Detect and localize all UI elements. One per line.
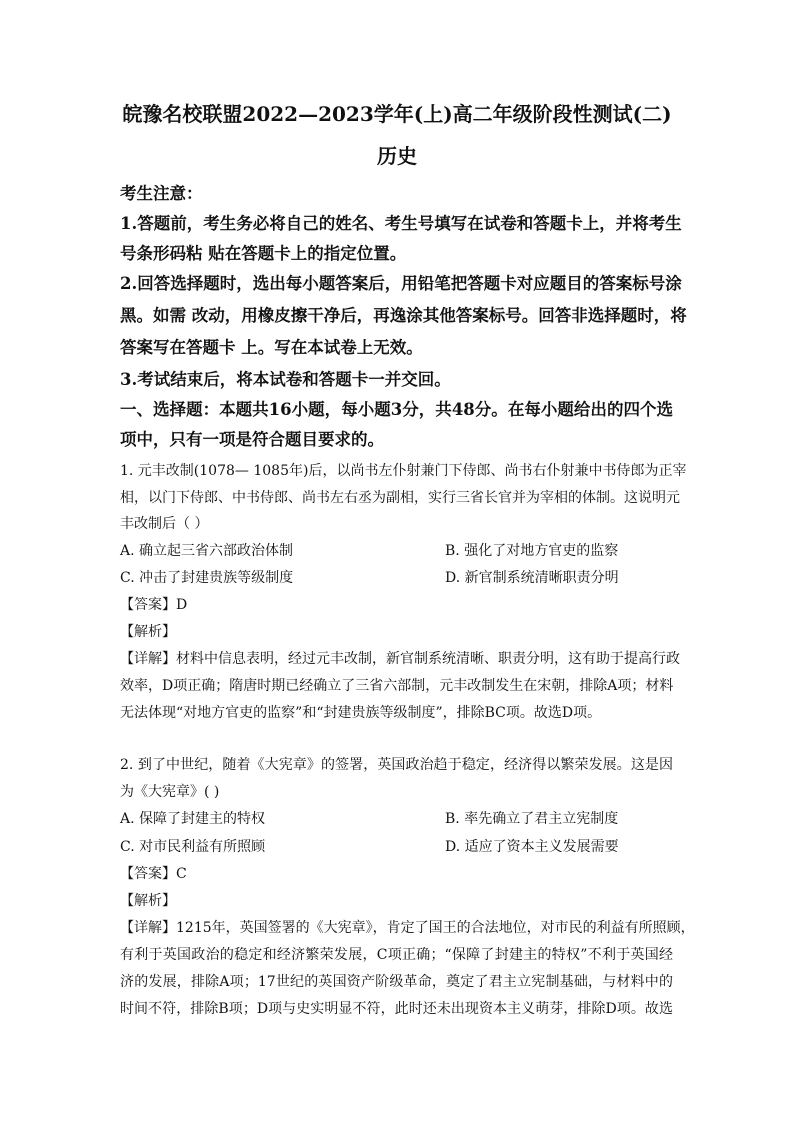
subject-title: 历史 [377,144,417,168]
notice-item-2-line-3: 答案写在答题卡 上。写在本试卷上无效。 [120,338,423,357]
question-2-detail-line-4: 时间不符，排除B项；D项与史实明显不符，此时还未出现资本主义萌芽，排除D项。故选 [120,1001,673,1017]
question-1-detail-line-3: 无法体现“对地方官吏的监察”和“封建贵族等级制度”，排除BC项。故选D项。 [120,705,602,721]
question-1-stem-line-3: 丰改制后（ ） [120,516,209,532]
question-2-option-b: B. 率先确立了君主立宪制度 [445,811,619,827]
question-1-option-c: C. 冲击了封建贵族等级制度 [120,570,294,586]
question-2-stem-line-1: 2. 到了中世纪，随着《大宪章》的签署，英国政治趋于稳定，经济得以繁荣发展。这是因 [120,757,673,773]
question-1-option-b: B. 强化了对地方官吏的监察 [445,543,619,559]
exam-title: 皖豫名校联盟2022—2023学年(上)高二年级阶段性测试(二) [122,102,672,126]
question-2-detail-line-3: 济的发展，排除A项；17世纪的英国资产阶级革命，奠定了君主立宪制基础，与材料中的 [120,974,673,990]
question-2-stem-line-2: 为《大宪章》( ) [120,784,220,800]
question-2-option-c: C. 对市民利益有所照顾 [120,839,266,855]
question-1-option-d: D. 新官制系统清晰职责分明 [445,570,619,586]
question-1-detail-line-1: 【详解】材料中信息表明，经过元丰改制，新官制系统清晰、职责分明，这有助于提高行政 [120,651,680,667]
notice-heading: 考生注意： [120,184,203,203]
notice-item-1-line-1: 1.答题前，考生务必将自己的姓名、考生号填写在试卷和答题卡上，并将考生 [120,214,682,233]
question-2-answer: 【答案】C [120,866,187,882]
question-2-analysis-label: 【解析】 [120,893,176,909]
question-1-stem-line-2: 相，以门下侍郎、中书侍郎、尚书左右丞为副相，实行三省长官并为宰相的体制。这说明元 [120,490,680,506]
question-2-detail-line-1: 【详解】1215年，英国签署的《大宪章》，肯定了国王的合法地位，对市民的利益有所照顾， [120,920,695,936]
notice-item-2-line-2: 黑。如需 改动，用橡皮擦干净后，再逸涂其他答案标号。回答非选择题时，将 [120,306,687,325]
question-2-detail-line-2: 有利于英国政治的稳定和经济繁荣发展，C项正确；“保障了封建主的特权”不利于英国经 [120,947,673,963]
notice-item-1-line-2: 号条形码粘 贴在答题卡上的指定位置。 [120,244,407,263]
notice-item-2-line-1: 2.回答选择题时，选出每小题答案后，用铅笔把答题卡对应题目的答案标号涂 [120,274,682,293]
question-1-stem-line-1: 1. 元丰改制(1078— 1085年)后，以尚书左仆射兼门下侍郎、尚书右仆射兼中书侍郎为正宰 [120,463,687,479]
section-1-line-1: 一、选择题：本题共16小题，每小题3分，共48分。在每小题给出的四个选 [120,400,673,419]
question-1-option-a: A. 确立起三省六部政治体制 [120,543,294,559]
question-1-detail-line-2: 效率，D项正确；隋唐时期已经确立了三省六部制，元丰改制发生在宋朝，排除A项；材料 [120,678,674,694]
question-1-analysis-label: 【解析】 [120,624,176,640]
notice-item-3: 3.考试结束后，将本试卷和答题卡一并交回。 [120,370,451,389]
section-1-line-2: 项中，只有一项是符合题目要求的。 [120,430,384,449]
question-2-option-a: A. 保障了封建主的特权 [120,811,266,827]
question-1-answer: 【答案】D [120,597,188,613]
question-2-option-d: D. 适应了资本主义发展需要 [445,839,619,855]
